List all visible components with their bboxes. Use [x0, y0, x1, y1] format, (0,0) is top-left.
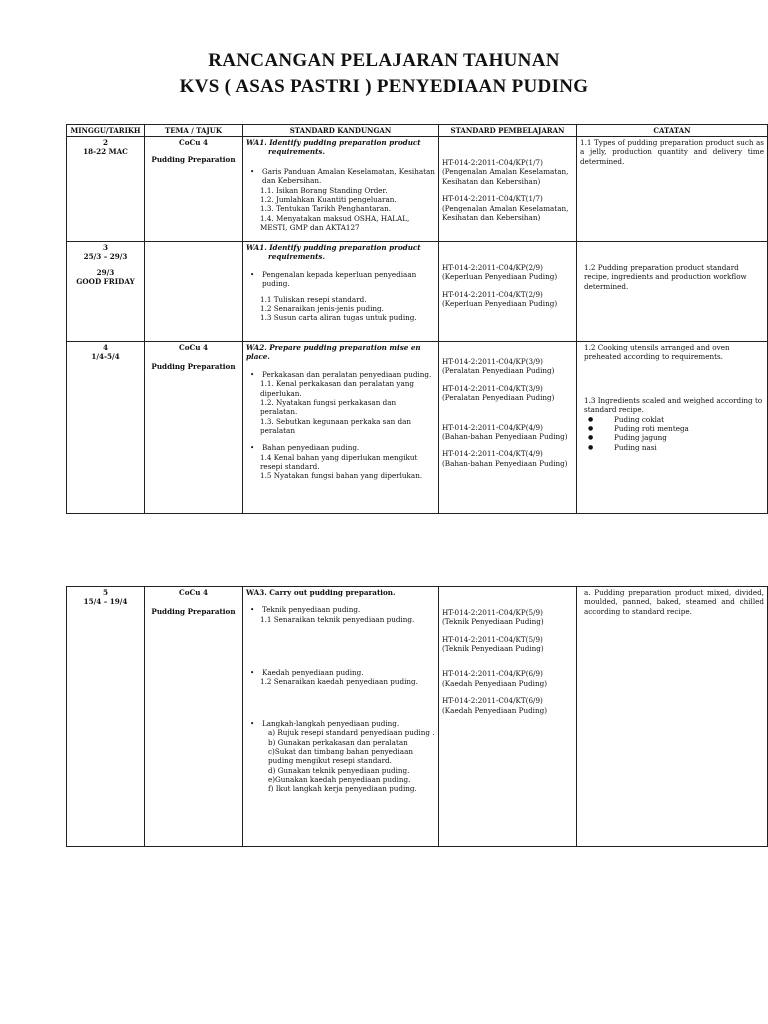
content-item: 1.1. Isikan Borang Standing Order. — [260, 185, 388, 195]
week-number: 5 — [102, 588, 108, 597]
pudding-item: ● Puding coklat — [580, 415, 764, 424]
table-row — [67, 137, 768, 242]
content-bullet: • Teknik penyediaan puding. — [246, 605, 435, 614]
week-date: 25/3 – 29/3 — [83, 252, 128, 262]
header-catatan: CATATAN — [577, 125, 768, 137]
sp-desc: (Bahan-bahan Penyediaan Puding) — [442, 431, 568, 441]
sp-code: HT-014-2:2011-C04/KT(2/9) — [442, 289, 543, 299]
content-item: 1.2. Nyatakan fungsi perkakasan dan peralatan. — [260, 397, 397, 417]
catatan-text: 1.1 Types of pudding preparation product such as a jelly, production quantity and delivery time determined. — [580, 138, 764, 166]
standard-pembelajaran-cell — [439, 137, 577, 242]
catatan-text: 1.2 Cooking utensils arranged and oven preheated according to requirements. — [584, 343, 730, 362]
sp-desc: (Kaedah Penyediaan Puding) — [442, 705, 548, 715]
header-standard-kandungan: STANDARD KANDUNGAN — [243, 125, 439, 137]
sp-desc: (Peralatan Penyediaan Puding) — [442, 393, 555, 403]
week-date: 18-22 MAC — [83, 147, 128, 157]
standard-kandungan-cell — [243, 137, 439, 242]
step-item: c)Sukat dan timbang bahan penyediaan puding mengikut resepi standard. — [268, 746, 414, 766]
sp-code: HT-014-2:2011-C04/KP(6/9) — [442, 669, 543, 679]
topic-cell — [145, 587, 243, 847]
catatan-text: 1.2 Pudding preparation product standard recipe, ingredients and production workflow determined. — [584, 263, 747, 291]
topic-label: Pudding Preparation — [151, 607, 236, 617]
holiday-date: 29/3 — [96, 267, 115, 277]
table-header-row — [67, 125, 768, 137]
sp-desc: (Pengenalan Amalan Keselamatan, Kesihatan dan Kebersihan) — [442, 167, 569, 186]
step-item: d) Gunakan teknik penyediaan puding. — [268, 765, 410, 775]
content-bullet: • Kaedah penyediaan puding. — [246, 668, 435, 677]
sp-desc: (Keperluan Penyediaan Puding) — [442, 272, 558, 282]
topic-label: Pudding Preparation — [151, 362, 236, 372]
header-minggu: MINGGU/TARIKH — [67, 125, 145, 137]
header-tema: TEMA / TAJUK — [145, 125, 243, 137]
cocu-label: CoCu 4 — [179, 138, 208, 148]
content-item: 1.4. Menyatakan maksud OSHA, HALAL, MESTI, GMP dan AKTA127 — [260, 213, 410, 232]
sp-code: HT-014-2:2011-C04/KT(3/9) — [442, 383, 543, 393]
sp-desc: (Bahan-bahan Penyediaan Puding) — [442, 458, 568, 468]
sp-code: HT-014-2:2011-C04/KP(5/9) — [442, 608, 543, 617]
content-bullet: • Pengenalan kepada keperluan penyediaan puding. — [246, 270, 435, 289]
sp-code: HT-014-2:2011-C04/KT(6/9) — [442, 696, 543, 706]
catatan-cell — [577, 342, 768, 514]
week-number: 3 — [102, 243, 108, 253]
sp-desc: (Keperluan Penyediaan Puding) — [442, 299, 558, 309]
content-item: 1.3. Sebutkan kegunaan perkaka san dan peralatan — [260, 416, 412, 435]
sp-code: HT-014-2:2011-C04/KT(4/9) — [442, 449, 543, 459]
content-item: 1.2 Senaraikan kaedah penyediaan puding. — [260, 677, 418, 687]
pudding-item: ● Puding roti mentega — [580, 424, 764, 433]
work-activity-title: WA3. Carry out pudding preparation. — [246, 588, 396, 597]
week-number: 4 — [102, 343, 108, 353]
topic-cell — [145, 242, 243, 342]
document-title-line2: KVS ( ASAS PASTRI ) PENYEDIAAN PUDING — [179, 76, 589, 97]
content-item: 1.2. Jumlahkan Kuantiti pengeluaran. — [260, 194, 397, 204]
sp-code: HT-014-2:2011-C04/KP(1/7) — [442, 158, 543, 168]
standard-kandungan-cell — [243, 342, 439, 514]
content-bullet: • Perkakasan dan peralatan penyediaan puding. — [246, 370, 435, 379]
standard-pembelajaran-cell — [439, 242, 577, 342]
content-bullet: • Langkah-langkah penyediaan puding. — [246, 719, 435, 728]
lesson-plan-table-1 — [66, 124, 768, 514]
catatan-cell — [577, 137, 768, 242]
content-item: 1.5 Nyatakan fungsi bahan yang diperlukan. — [260, 471, 423, 481]
sp-code: HT-014-2:2011-C04/KP(4/9) — [442, 422, 543, 432]
sp-desc: (Teknik Penyediaan Puding) — [442, 617, 544, 627]
table-row — [67, 587, 768, 847]
topic-cell — [145, 137, 243, 242]
sp-desc: (Pengenalan Amalan Keselamatan, Kesihatan dan Kebersihan) — [442, 203, 569, 222]
header-standard-pembelajaran: STANDARD PEMBELAJARAN — [439, 125, 577, 137]
topic-label: Pudding Preparation — [151, 155, 236, 165]
content-item: 1.1. Kenal perkakasan dan peralatan yang diperlukan. — [260, 379, 415, 398]
sp-code: HT-014-2:2011-C04/KT(5/9) — [442, 634, 543, 644]
content-item: 1.1 Senaraikan teknik penyediaan puding. — [260, 614, 415, 624]
standard-pembelajaran-cell — [439, 587, 577, 847]
document-title-line1: RANCANGAN PELAJARAN TAHUNAN — [208, 50, 560, 71]
week-cell — [67, 242, 145, 342]
content-bullet: • Bahan penyediaan puding. — [246, 443, 435, 452]
sp-desc: (Teknik Penyediaan Puding) — [442, 644, 544, 654]
pudding-item: ● Puding nasi — [580, 443, 764, 452]
step-item: b) Gunakan perkakasan dan peralatan — [268, 737, 408, 747]
week-cell — [67, 587, 145, 847]
content-item: 1.3 Susun carta aliran tugas untuk puding. — [260, 313, 417, 323]
cocu-label: CoCu 4 — [179, 343, 208, 353]
week-number: 2 — [102, 138, 108, 148]
step-item: e)Gunakan kaedah penyediaan puding. — [268, 774, 411, 784]
step-item: f) Ikut langkah kerja penyediaan puding. — [268, 784, 417, 794]
work-activity-title: WA2. Prepare pudding preparation mise en place. — [246, 343, 421, 362]
catatan-cell — [577, 242, 768, 342]
topic-cell — [145, 342, 243, 514]
week-date: 1/4-5/4 — [91, 352, 120, 362]
content-item: 1.2 Senaraikan jenis-jenis puding. — [260, 303, 384, 313]
lesson-plan-table-2 — [66, 586, 768, 847]
holiday-label: GOOD FRIDAY — [76, 277, 135, 287]
step-item: a) Rujuk resepi standard penyediaan puding . — [268, 728, 435, 738]
week-cell — [67, 342, 145, 514]
content-item: 1.1 Tuliskan resepi standard. — [260, 294, 367, 304]
sp-code: HT-014-2:2011-C04/KP(2/9) — [442, 263, 543, 273]
sp-desc: (Kaedah Penyediaan Puding) — [442, 678, 548, 688]
catatan-cell — [577, 587, 768, 847]
pudding-item: ● Puding jagung — [580, 433, 764, 442]
week-date: 15/4 – 19/4 — [83, 597, 128, 607]
sp-desc: (Peralatan Penyediaan Puding) — [442, 366, 555, 376]
catatan-text: 1.3 Ingredients scaled and weighed according to standard recipe. — [584, 395, 763, 415]
work-activity-title-cont: requirements. — [268, 147, 325, 157]
table-row — [67, 342, 768, 514]
standard-kandungan-cell — [243, 242, 439, 342]
content-bullet: • Garis Panduan Amalan Keselamatan, Kesihatan dan Kebersihan. — [246, 167, 435, 186]
standard-kandungan-cell — [243, 587, 439, 847]
work-activity-title: WA1. Identify pudding preparation product — [246, 138, 421, 148]
content-item: 1.3. Tentukan Tarikh Penghantaran. — [260, 204, 392, 214]
work-activity-title-cont: requirements. — [268, 252, 325, 262]
week-cell — [67, 137, 145, 242]
sp-code: HT-014-2:2011-C04/KT(1/7) — [442, 194, 543, 204]
content-item: 1.4 Kenal bahan yang diperlukan mengikut resepi standard. — [260, 452, 418, 472]
sp-code: HT-014-2:2011-C04/KP(3/9) — [442, 357, 543, 367]
cocu-label: CoCu 4 — [179, 588, 208, 597]
work-activity-title: WA1. Identify pudding preparation product — [246, 243, 421, 253]
catatan-text: a. Pudding preparation product mixed, divided, moulded, panned, baked, steamed and chilled according to standard recipe. — [584, 588, 764, 616]
table-row — [67, 242, 768, 342]
standard-pembelajaran-cell — [439, 342, 577, 514]
